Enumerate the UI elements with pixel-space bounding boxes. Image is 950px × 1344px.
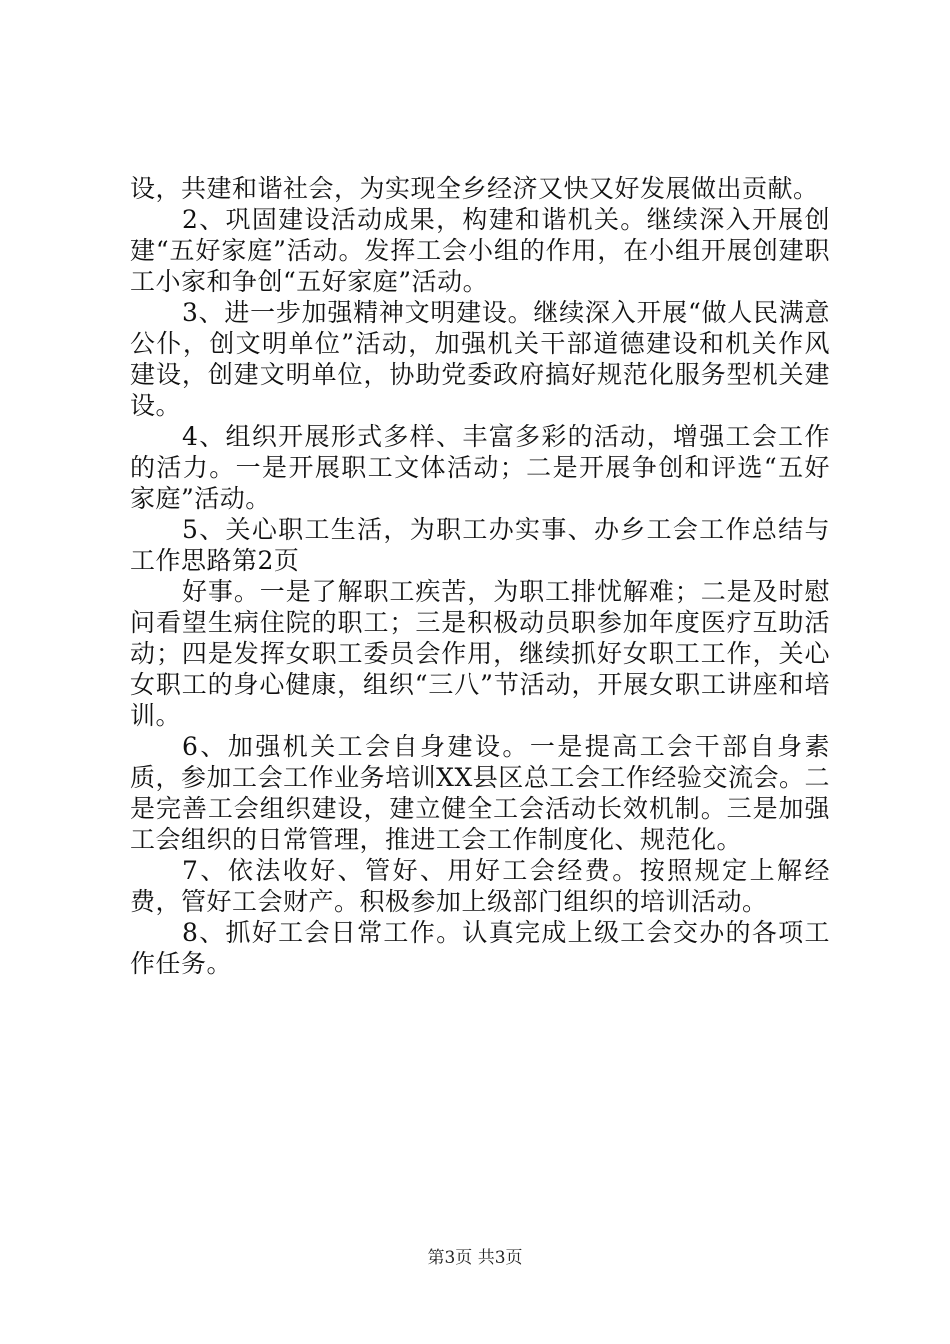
paragraph-6: 好事。一是了解职工疾苦，为职工排忧解难；二是及时慰问看望生病住院的职工；三是积极动员职参加年度医疗互助活动；四是发挥女职工委员会作用，继续抓好女职工工作，关心女职工的身心健康，组织“三八”节活动，开展女职工讲座和培训。 — [130, 577, 830, 730]
document-body — [130, 173, 830, 979]
paragraph-8: 7、依法收好、管好、用好工会经费。按照规定上解经费，管好工会财产。积极参加上级部门组织的培训活动。 — [130, 856, 830, 916]
paragraph-2: 2、巩固建设活动成果，构建和谐机关。继续深入开展创建“五好家庭”活动。发挥工会小组的作用，在小组开展创建职工小家和争创“五好家庭”活动。 — [130, 205, 830, 296]
paragraph-5: 5、关心职工生活，为职工办实事、办乡工会工作总结与工作思路第2页 — [130, 515, 830, 575]
paragraph-4: 4、组织开展形式多样、丰富多彩的活动，增强工会工作的活力。一是开展职工文体活动；二是开展争创和评选“五好家庭”活动。 — [130, 422, 830, 513]
paragraph-7: 6、加强机关工会自身建设。一是提高工会干部自身素质，参加工会工作业务培训XX县区总工会工作经验交流会。二是完善工会组织建设，建立健全工会活动长效机制。三是加强工会组织的日常管理，推进工会工作制度化、规范化。 — [130, 732, 830, 854]
paragraph-1: 设，共建和谐社会，为实现全乡经济又快又好发展做出贡献。 — [130, 174, 819, 203]
page-footer: 第3页 共3页 — [427, 1248, 523, 1268]
paragraph-9: 8、抓好工会日常工作。认真完成上级工会交办的各项工作任务。 — [130, 918, 830, 978]
paragraph-3: 3、进一步加强精神文明建设。继续深入开展“做人民满意公仆，创文明单位”活动，加强机关干部道德建设和机关作风建设，创建文明单位，协助党委政府搞好规范化服务型机关建设。 — [130, 298, 830, 420]
